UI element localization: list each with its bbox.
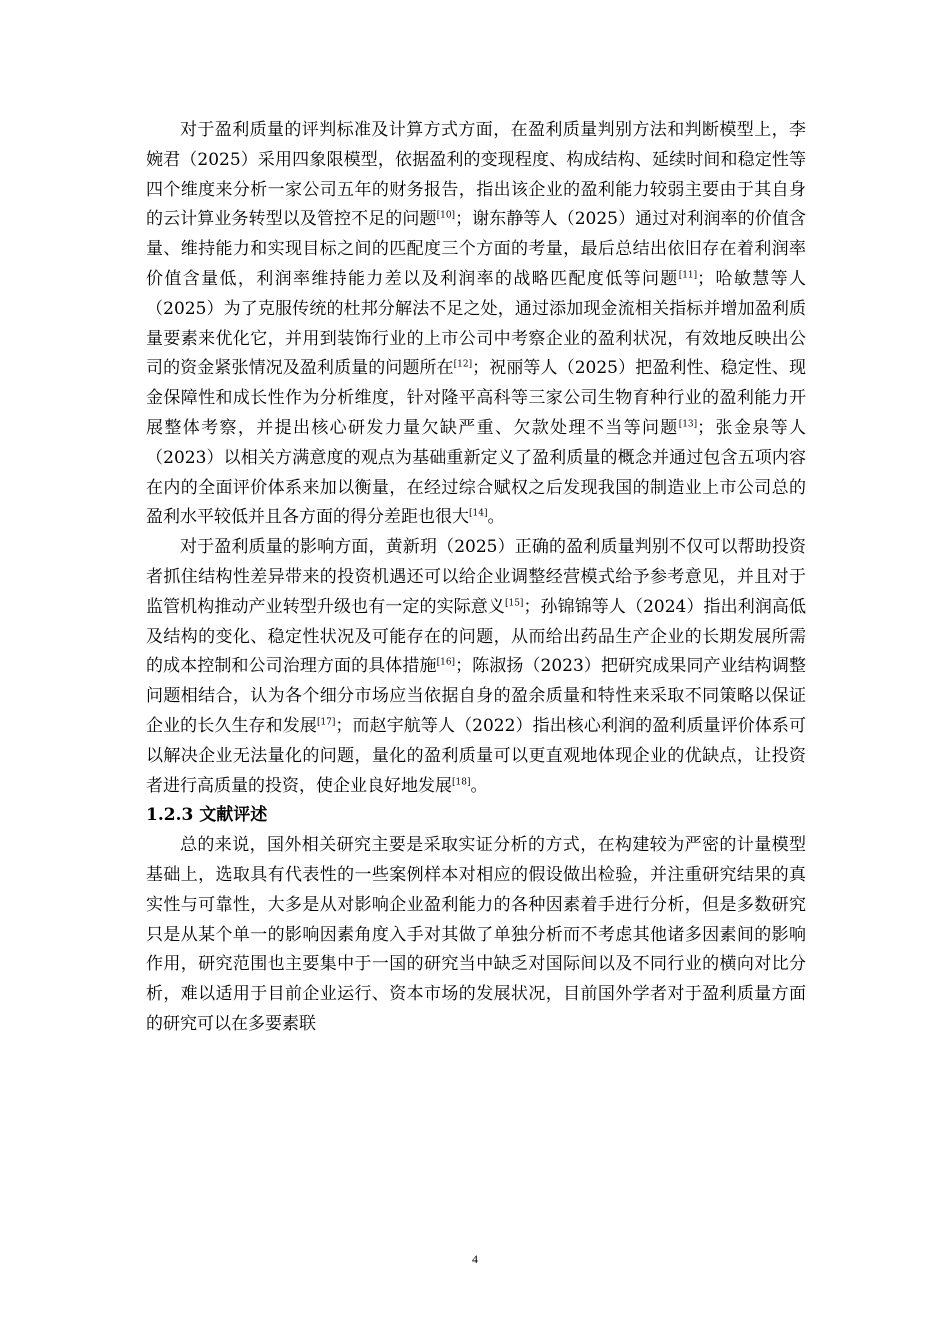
citation-reference: [14] (469, 508, 488, 519)
citation-reference: [10] (436, 210, 456, 221)
section-heading: 1.2.3 文献评述 (146, 805, 268, 826)
paragraph-text: 。 (470, 775, 488, 796)
citation-reference: [13] (678, 419, 698, 430)
page-number: 4 (472, 1252, 478, 1266)
citation-reference: [12] (453, 359, 473, 370)
paragraph-text: ；而赵宇航等人（2022）指出核心利润的盈利质量评价体系可以解决企业无法量化的问题，量化的盈利质量可以更直观地体现企业的优缺点，让投资者进行高质量的投资，使企业良好地发展 (146, 715, 807, 796)
paragraph-literature-review: 总的来说，国外相关研究主要是采取实证分析的方式，在构建较为严密的计量模型基础上，选取具有代表性的一些案例样本对相应的假设做出检验，并注重研究结果的真实性与可靠性，大多是从对影响企业盈利能力的各种因素着手进行分析，但是多数研究只是从某个单一的影响因素角度入手对其做了单独分析而不考虑其他诸多因素间的影响作用，研究范围也主要集中于一国的研究当中缺乏对国际间以及不同行业的横向对比分析，难以适用于目前企业运行、资本市场的发展状况，目前国外学者对于盈利质量方面的研究可以在多要素联 (146, 835, 806, 1034)
citation-reference: [17] (316, 717, 336, 728)
paragraph-text: 对于盈利质量的评判标准及计算方式方面，在盈利质量判别方法和判断模型上，李婉君（2025）采用四象限模型，依据盈利的变现程度、构成结构、延续时间和稳定性等四个维度来分析一家公司五年的财务报告，指出该企业的盈利能力较弱主要由于其自身的云计算业务转型以及管控不足的问题 (146, 120, 806, 230)
paragraph-evaluation-standards (146, 116, 806, 533)
citation-reference: [11] (678, 270, 698, 281)
paragraph-text: ；谢东静等人（2025）通过对利润率的价值含量、维持能力和实现目标之间的匹配度三个方面的考量，最后总结出依旧存在着利润率价值含量低，利润率维持能力差以及利润率的战略匹配度低等问题 (146, 209, 806, 289)
paragraph-text: ；张金泉等人（2023）以相关方满意度的观点为基础重新定义了盈利质量的概念并通过包含五项内容在内的全面评价体系来加以衡量，在经过综合赋权之后发现我国的制造业上市公司总的盈利水平较低并且各方面的得分差距也很大 (146, 417, 807, 528)
citation-reference: [16] (436, 657, 456, 668)
document-body (146, 116, 806, 1040)
paragraph-text: ；祝丽等人（2025）把盈利性、稳定性、现金保障性和成长性作为分析维度，针对隆平高科等三家公司生物育种行业的盈利能力开展整体考察，并提出核心研发力量欠缺严重、欠款处理不当等问题 (146, 358, 806, 438)
paragraph-text: ；陈淑扬（2023）把研究成果同产业结构调整问题相结合，认为各个细分市场应当依据自身的盈余质量和特性来采取不同策略以保证企业的长久生存和发展 (146, 656, 806, 736)
citation-reference: [15] (504, 598, 524, 609)
paragraph-text: 对于盈利质量的影响方面，黄新玥（2025）正确的盈利质量判别不仅可以帮助投资者抓住结构性差异带来的投资机遇还可以给企业调整经营模式给予参考意见，并且对于监管机构推动产业转型升级也有一定的实际意义 (146, 537, 806, 617)
paragraph-text: ；孙锦锦等人（2024）指出利润高低及结构的变化、稳定性状况及可能存在的问题，从而给出药品生产企业的长期发展所需的成本控制和公司治理方面的具体措施 (146, 596, 807, 677)
paragraph-text: ；哈敏慧等人（2025）为了克服传统的杜邦分解法不足之处，通过添加现金流相关指标并增加盈利质量要素来优化它，并用到装饰行业的上市公司中考察企业的盈利状况，有效地反映出公司的资金紧张情况及盈利质量的问题所在 (146, 268, 807, 379)
citation-reference: [18] (452, 776, 471, 787)
paragraph-text: 。 (487, 507, 505, 528)
paragraph-influence-aspects (146, 533, 806, 801)
